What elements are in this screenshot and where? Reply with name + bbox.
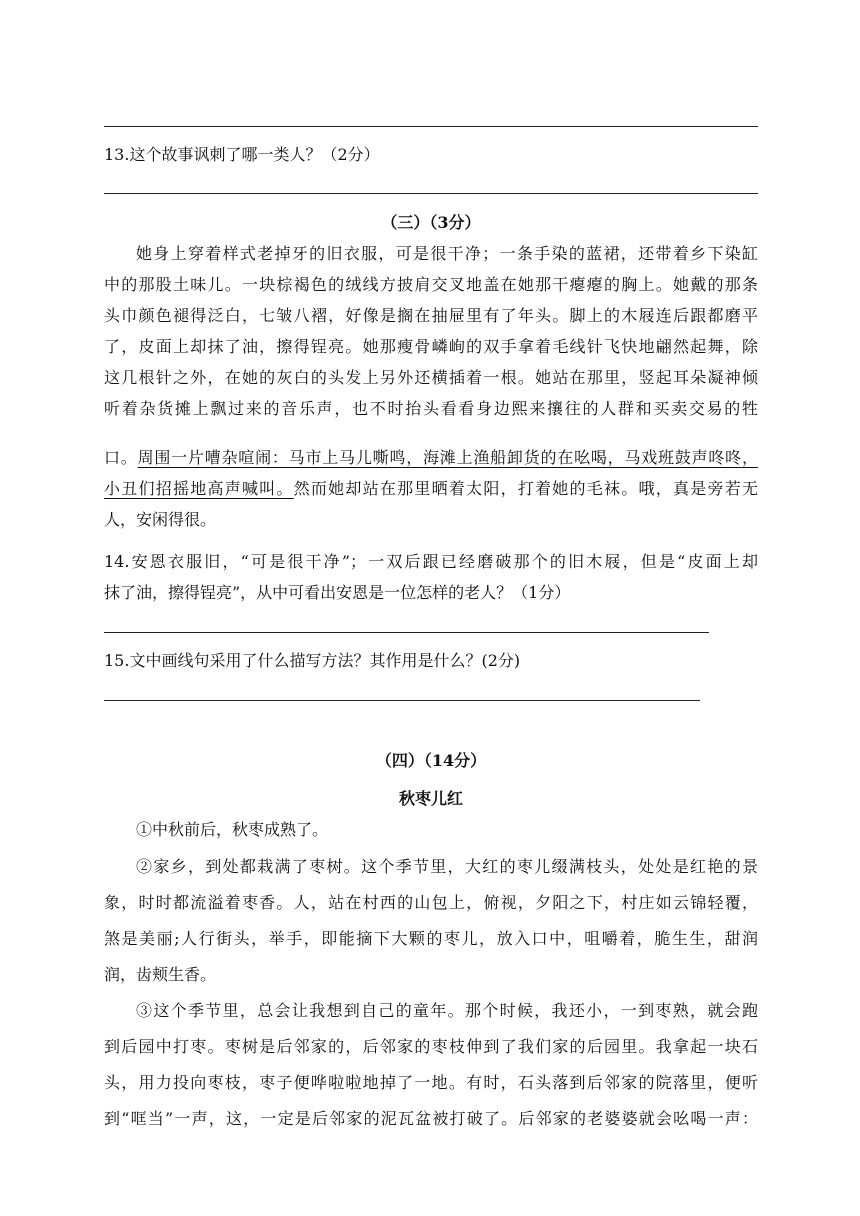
- paragraph-2: 象，时时都流溢着枣香。人，站在村西的山包上，俯视，夕阳之下，村庄如云锦轻覆，: [104, 893, 758, 912]
- answer-line: [104, 193, 758, 194]
- section-3-line: 听着杂货摊上飘过来的音乐声，也不时抬头看看身边熙来攘往的人群和买卖交易的牲: [104, 399, 758, 418]
- text-segment: 然而她却站在那里晒着太阳，打着她的毛袜。哦，真是旁若无: [293, 479, 758, 498]
- section-3-line: 她身上穿着样式老掉牙的旧衣服，可是很干净；一条手染的蓝裙，还带着乡下染缸: [136, 244, 758, 263]
- underlined-sentence: 小丑们招摇地高声喊叫。: [104, 479, 294, 498]
- answer-line: [104, 632, 709, 633]
- paragraph-1: ①中秋前后，秋枣成熟了。: [136, 820, 329, 839]
- section-3-line: [104, 448, 758, 468]
- paragraph-2: 煞是美丽;人行街头，举手，即能摘下大颗的枣儿，放入口中，咀嚼着，脆生生，甜润: [104, 929, 758, 948]
- paragraph-3: 到“哐当”一声，这，一定是后邻家的泥瓦盆被打破了。后邻家的老婆婆就会吆喝一声：: [104, 1109, 758, 1128]
- paragraph-2: 润，齿颊生香。: [104, 965, 217, 984]
- section-3-line: [104, 479, 758, 499]
- paragraph-2: ②家乡，到处都栽满了枣树。这个季节里，大红的枣儿缀满枝头，处处是红艳的景: [136, 857, 758, 876]
- answer-line: [104, 126, 758, 127]
- question-14: 抹了油，擦得锃亮”，从中可看出安恩是一位怎样的老人？（1分）: [104, 583, 571, 602]
- section-3-line: 了，皮面上却抹了油，擦得锃亮。她那瘦骨嶙峋的双手拿着毛线针飞快地翩然起舞，除: [104, 337, 758, 356]
- section-3-line: 中的那股土味儿。一块棕褐色的绒线方披肩交叉地盖在她那干瘪瘪的胸上。她戴的那条: [104, 275, 758, 294]
- section-4-heading: （四）（14分）: [375, 751, 487, 770]
- section-3-line: 这几根针之外，在她的灰白的头发上另外还横插着一根。她站在那里，竖起耳朵凝神倾: [104, 368, 758, 387]
- section-3-heading: （三）（3分）: [381, 213, 481, 232]
- question-14: 14.安恩衣服旧，“可是很干净”；一双后跟已经磨破那个的旧木屐，但是“皮面上却: [104, 552, 758, 571]
- question-13: 13.这个故事讽刺了哪一类人？（2分）: [104, 145, 380, 164]
- section-3-line: 头巾颜色褪得泛白，七皱八褶，好像是搁在抽屉里有了年头。脚上的木屐连后跟都磨平: [104, 306, 758, 325]
- underlined-sentence: 周围一片嘈杂喧闹：马市上马儿嘶鸣，海滩上渔船卸货的在吆喝，马戏班鼓声咚咚，: [137, 448, 758, 467]
- paragraph-3: 到后园中打枣。枣树是后邻家的，后邻家的枣枝伸到了我们家的后园里。我拿起一块石: [104, 1037, 758, 1056]
- section-3-line: 人，安闲得很。: [104, 510, 217, 529]
- text-segment: 口。: [104, 448, 138, 467]
- paragraph-3: 头，用力投向枣枝，枣子便哗啦啦地掉了一地。有时，石头落到后邻家的院落里，便听: [104, 1073, 758, 1092]
- answer-line: [104, 700, 700, 701]
- article-title: 秋枣儿红: [398, 789, 463, 808]
- question-15: 15.文中画线句采用了什么描写方法？其作用是什么？(2分): [104, 651, 521, 670]
- paragraph-3: ③这个季节里，总会让我想到自己的童年。那个时候，我还小，一到枣熟，就会跑: [136, 1001, 758, 1020]
